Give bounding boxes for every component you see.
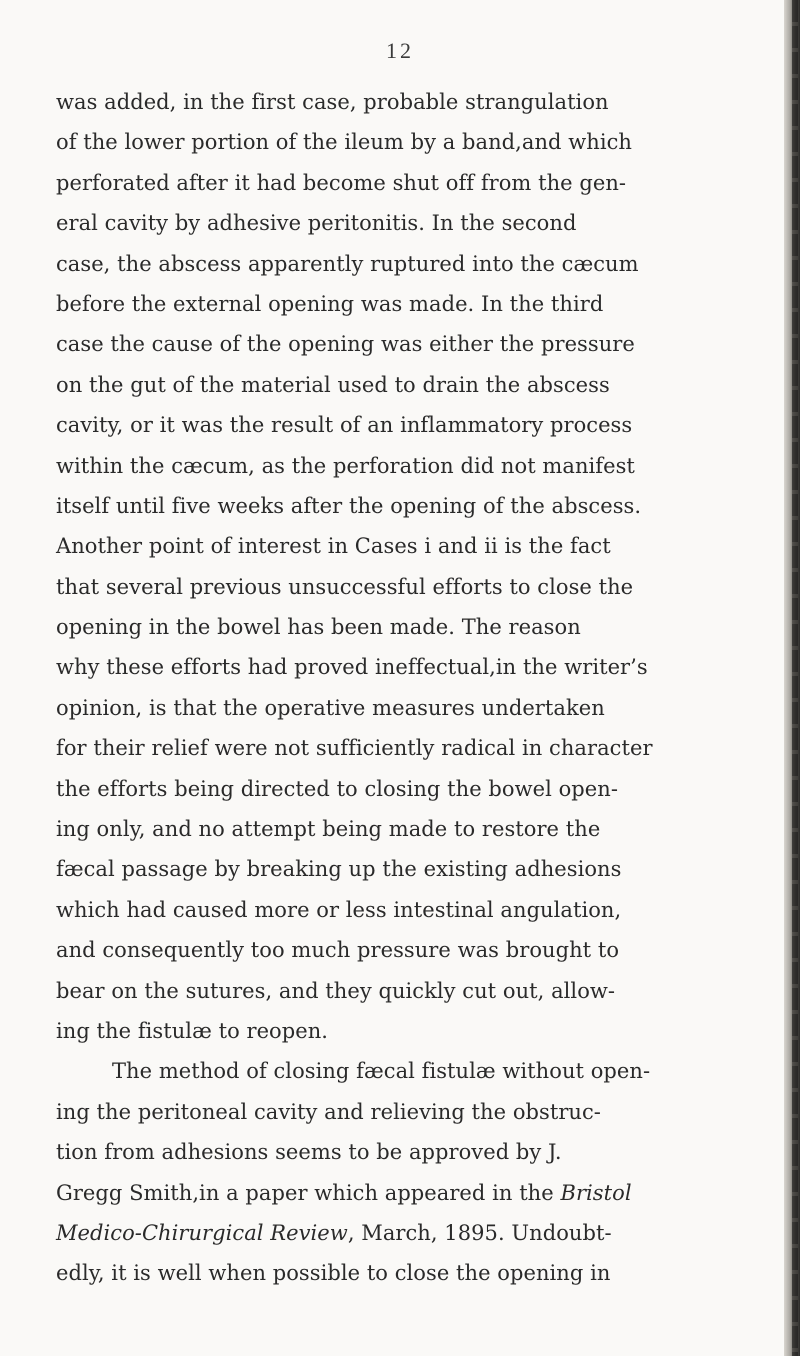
text-span: case, the abscess apparently ruptured into the cæcum [56,251,639,276]
text-line [56,647,746,687]
text-span: that several previous unsuccessful efforts to close the [56,574,634,599]
text-line [56,849,746,889]
text-line [56,203,746,243]
text-span: and consequently too much pressure was brought to [56,938,620,963]
text-line [56,1132,746,1172]
text-line [56,526,746,566]
text-line [56,567,746,607]
text-span: tion from adhesions seems to be approved by J. [56,1140,562,1165]
text-line [56,1092,746,1132]
text-line [56,1173,746,1213]
text-span: perforated after it had become shut off from the gen- [56,170,627,195]
text-span: the efforts being directed to closing the bowel open- [56,776,618,801]
text-span: ing the fistulæ to reopen. [56,1018,329,1043]
page-edge-binding [792,0,798,1356]
text-span: , March, 1895. Undoubt- [347,1220,612,1245]
text-line [56,1253,746,1293]
text-span: bear on the sutures, and they quickly cut out, allow- [56,978,616,1003]
text-line [56,809,746,849]
text-line [56,446,746,486]
text-span: which had caused more or less intestinal angulation, [56,897,622,922]
text-line [56,930,746,970]
text-span: opinion, is that the operative measures undertaken [56,695,605,720]
text-span: case the cause of the opening was either the pressure [56,332,635,357]
text-span: before the external opening was made. In the third [56,291,604,316]
text-span: within the cæcum, as the perforation did not manifest [56,453,635,478]
italic-text: Medico-Chirurgical Review [56,1220,348,1245]
text-span: Gregg Smith,in a paper which appeared in the [56,1180,561,1205]
text-span: opening in the bowel has been made. The reason [56,615,581,640]
text-span: edly, it is well when possible to close the opening in [56,1261,611,1286]
italic-text: Bristol [560,1180,632,1205]
text-line [56,284,746,324]
text-span: was added, in the first case, probable strangulation [56,90,609,114]
text-line [56,405,746,445]
text-line [56,607,746,647]
text-line [56,890,746,930]
text-line [56,1213,746,1253]
text-span: on the gut of the material used to drain the abscess [56,372,610,397]
text-line [56,365,746,405]
text-span: of the lower portion of the ileum by a band,and which [56,130,632,155]
text-span: for their relief were not sufficiently radical in character [56,736,653,761]
text-line [56,122,746,162]
text-line [56,971,746,1011]
text-line [56,728,746,768]
text-span: eral cavity by adhesive peritonitis. In the second [56,211,577,236]
text-line [56,324,746,364]
text-span: cavity, or it was the result of an inflammatory process [56,413,633,438]
text-line [56,486,746,526]
text-line [56,163,746,203]
page-number: 12 [386,38,414,63]
text-span: ing the peritoneal cavity and relieving the obstruc- [56,1099,601,1124]
text-span: fæcal passage by breaking up the existing adhesions [56,857,622,882]
text-line [56,688,746,728]
text-span: why these efforts had proved ineffectual,in the writer’s [56,655,648,680]
text-line [56,769,746,809]
text-line [56,244,746,284]
text-span: Another point of interest in Cases i and ii is the fact [56,534,611,559]
text-line [56,82,746,122]
text-line [56,1051,746,1091]
text-span: itself until five weeks after the opening of the abscess. [56,493,642,518]
text-span: The method of closing fæcal fistulæ without open- [112,1059,651,1084]
text-line [56,1011,746,1051]
body-text [56,82,746,1294]
text-span: ing only, and no attempt being made to restore the [56,817,601,842]
